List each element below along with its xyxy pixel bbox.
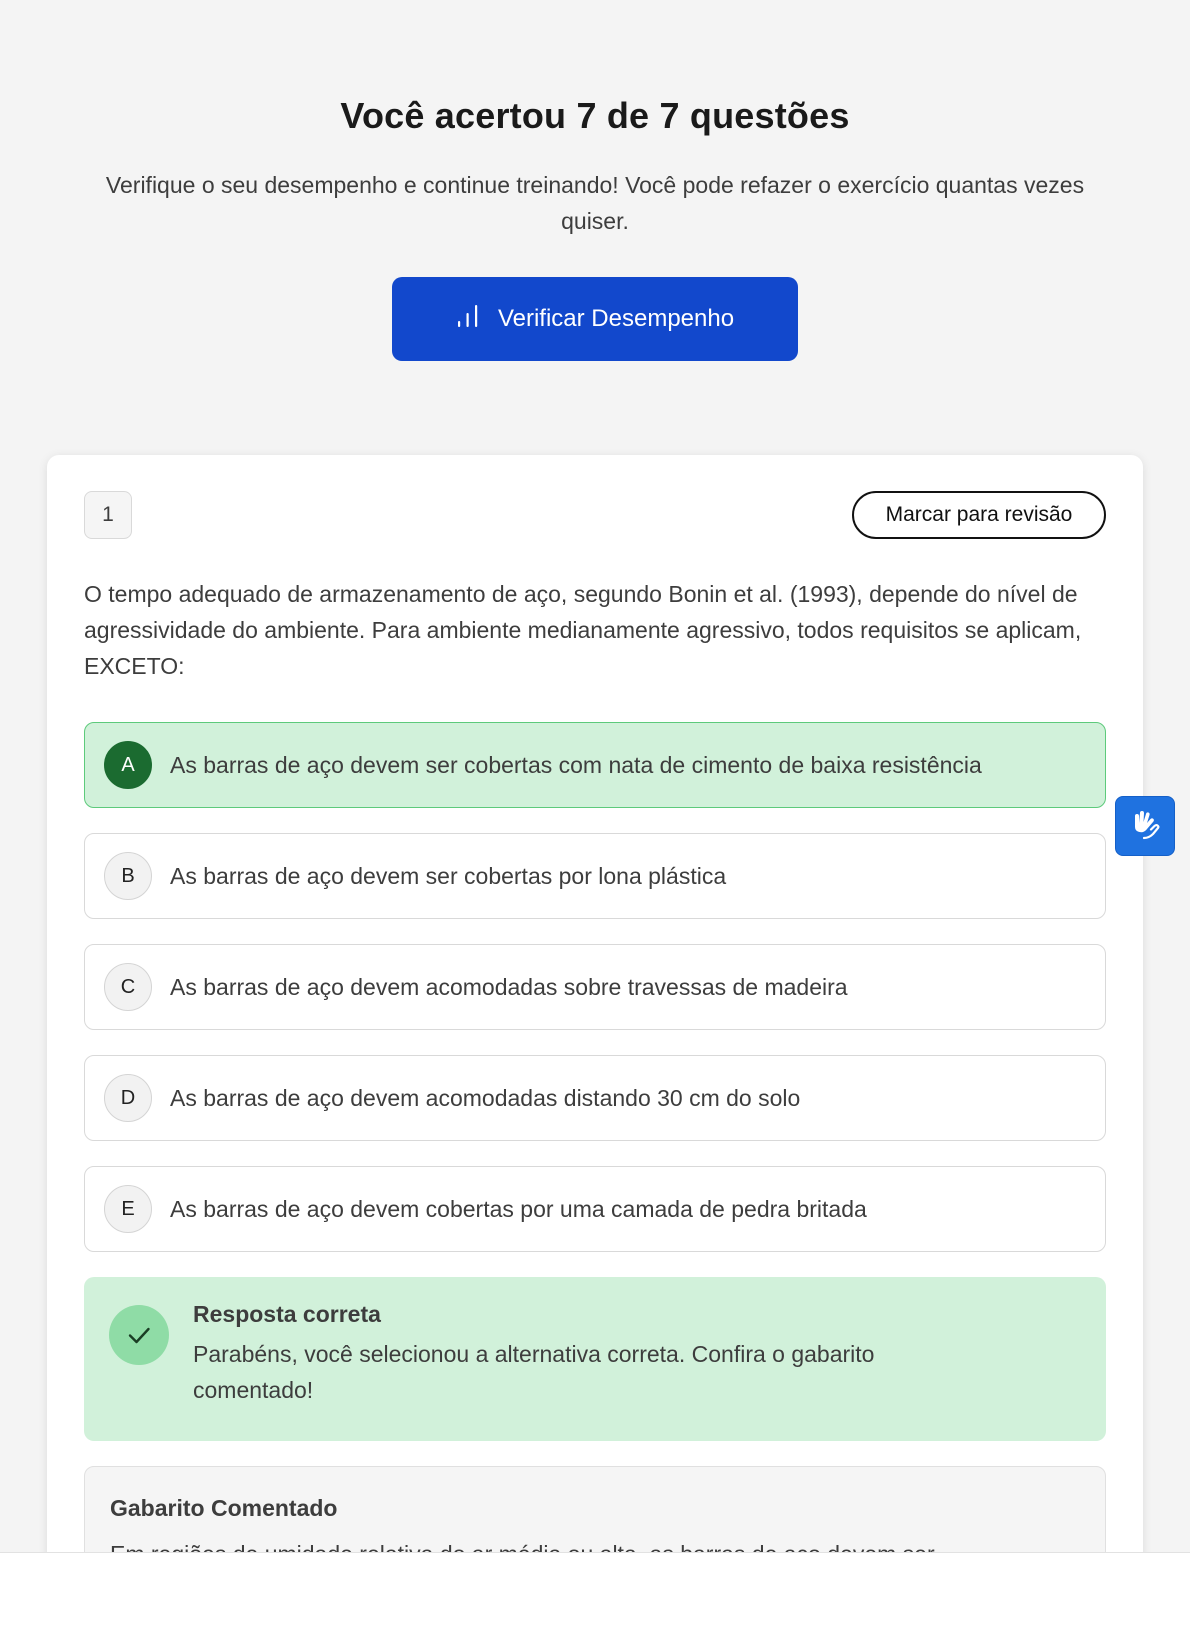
option-text: As barras de aço devem cobertas por uma camada de pedra britada: [170, 1195, 867, 1222]
result-subtitle: Verifique o seu desempenho e continue treinando! Você pode refazer o exercício quantas vezes quiser.: [105, 172, 1085, 234]
option-letter: D: [104, 1074, 152, 1122]
option-letter: B: [104, 852, 152, 900]
mark-for-review-button[interactable]: Marcar para revisão: [852, 491, 1106, 539]
feedback-text: Parabéns, você selecionou a alternativa correta. Confira o gabarito comentado!: [193, 1341, 875, 1403]
option-text: As barras de aço devem ser cobertas por lona plástica: [170, 862, 727, 889]
check-icon: [109, 1305, 169, 1365]
bottom-bar: [0, 1552, 1190, 1651]
sign-language-icon: [1127, 807, 1163, 846]
option-text: As barras de aço devem acomodadas distando 30 cm do solo: [170, 1084, 801, 1111]
option-c[interactable]: [84, 944, 1106, 1030]
option-letter: E: [104, 1185, 152, 1233]
option-text: As barras de aço devem ser cobertas com nata de cimento de baixa resistência: [170, 751, 982, 778]
answer-options: [84, 722, 1106, 1252]
page-title: Você acertou 7 de 7 questões: [340, 95, 850, 136]
answer-feedback: [84, 1277, 1106, 1441]
question-card-header: [84, 491, 1106, 539]
feedback-title: Resposta correta: [193, 1301, 381, 1327]
option-text: As barras de aço devem acomodadas sobre travessas de madeira: [170, 973, 848, 1000]
option-letter: A: [104, 741, 152, 789]
option-letter: C: [104, 963, 152, 1011]
bar-chart-icon: [456, 303, 480, 336]
option-b[interactable]: [84, 833, 1106, 919]
option-e[interactable]: [84, 1166, 1106, 1252]
question-number: 1: [84, 491, 132, 539]
check-performance-button[interactable]: [392, 277, 798, 361]
question-card: [47, 455, 1143, 1651]
question-text: O tempo adequado de armazenamento de aço, segundo Bonin et al. (1993), depende do nível de agressividade do ambiente. Para ambiente medianamente agressivo, todos requisitos se aplicam, EXCETO:: [84, 581, 1082, 679]
explanation-title: Gabarito Comentado: [110, 1495, 338, 1521]
option-a[interactable]: [84, 722, 1106, 808]
option-d[interactable]: [84, 1055, 1106, 1141]
feedback-body: [193, 1301, 993, 1417]
check-performance-label: Verificar Desempenho: [497, 305, 735, 332]
sign-language-button[interactable]: [1115, 796, 1175, 856]
result-header: [0, 0, 1190, 361]
